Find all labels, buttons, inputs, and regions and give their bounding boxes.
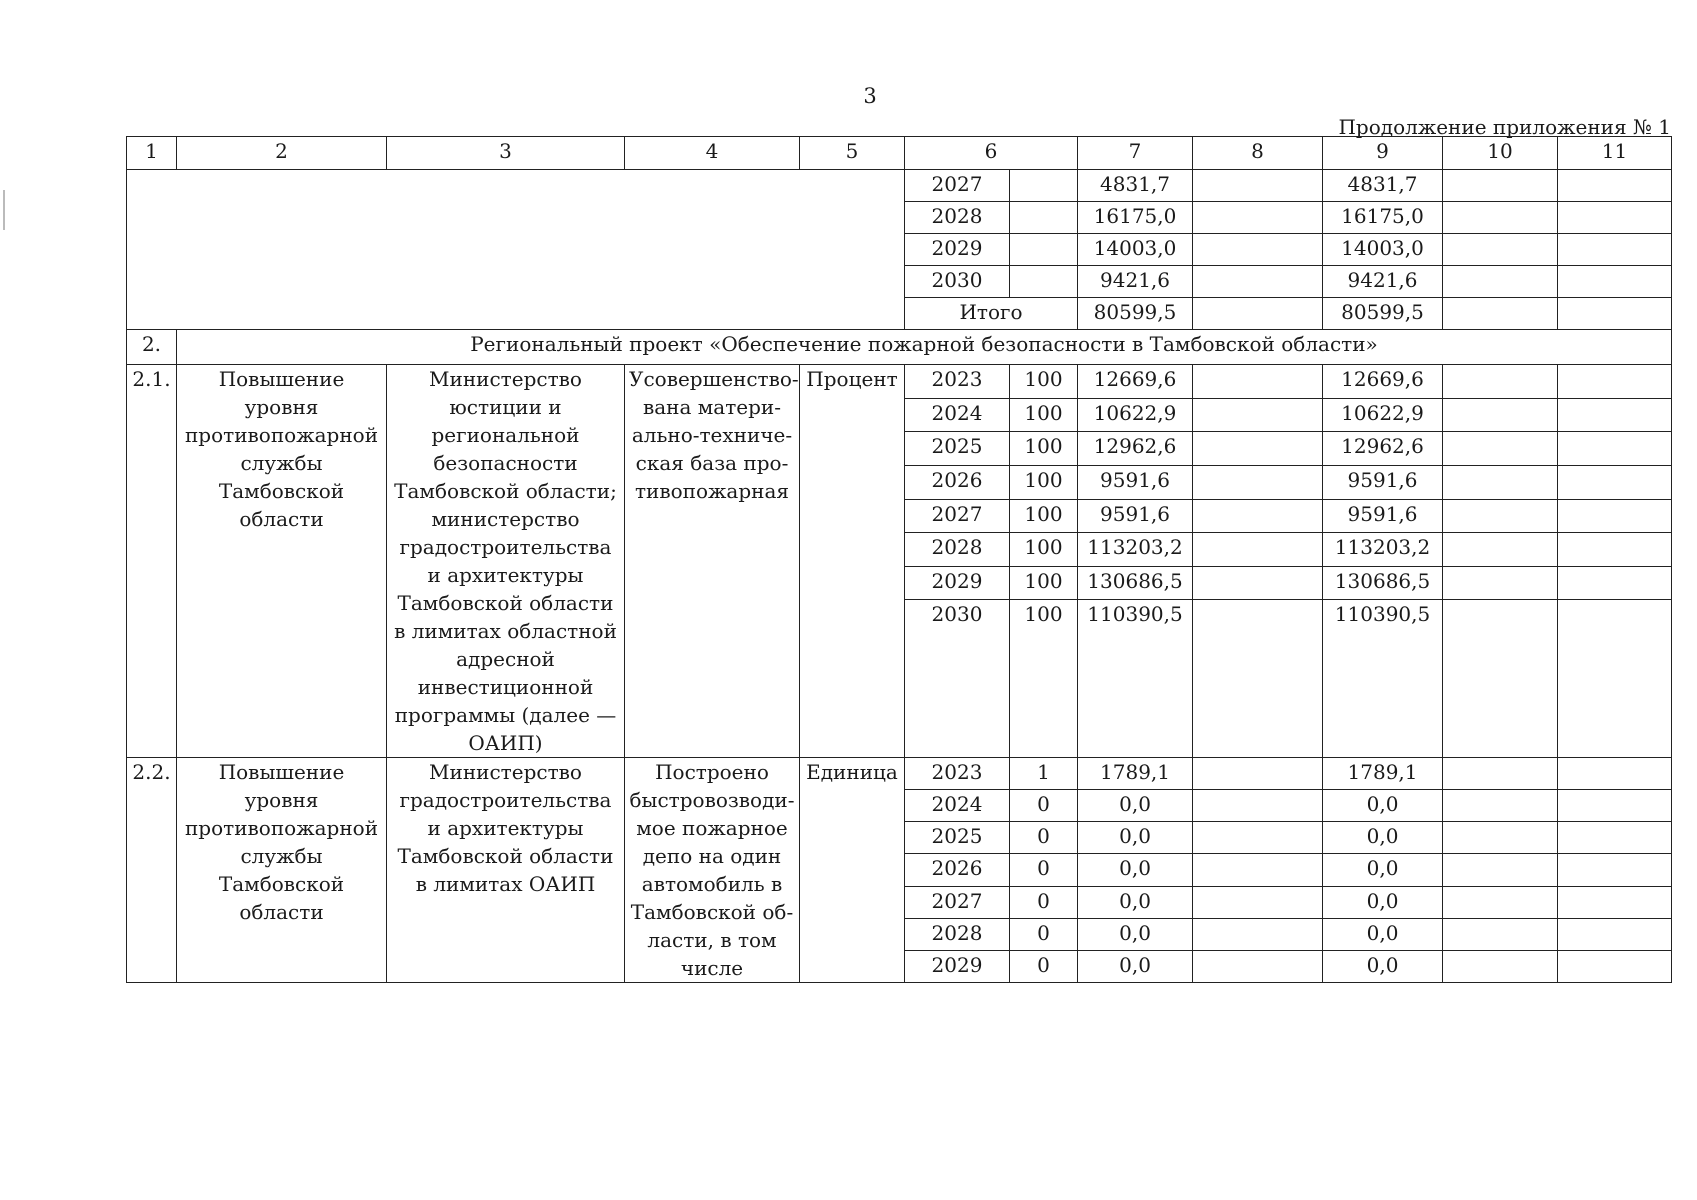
item-number: 2.1.: [127, 365, 177, 758]
value-cell: 80599,5: [1078, 298, 1193, 330]
value-cell: 1: [1010, 758, 1078, 790]
value-cell: 16175,0: [1078, 202, 1193, 234]
value-cell: [1558, 758, 1672, 790]
value-cell: [1010, 202, 1078, 234]
year-cell: 2028: [905, 202, 1010, 234]
value-cell: [1558, 234, 1672, 266]
year-cell: 2026: [905, 465, 1010, 499]
col-header: 2: [177, 137, 387, 170]
value-cell: [1558, 202, 1672, 234]
value-cell: 0: [1010, 854, 1078, 886]
prev-section-blank: [127, 170, 905, 330]
value-cell: [1558, 365, 1672, 399]
value-cell: 12962,6: [1323, 432, 1443, 466]
value-cell: [1443, 202, 1558, 234]
value-cell: [1193, 533, 1323, 567]
value-cell: 0,0: [1078, 790, 1193, 822]
value-cell: [1193, 566, 1323, 600]
value-cell: [1193, 432, 1323, 466]
year-cell: 2029: [905, 234, 1010, 266]
section-title: Региональный проект «Обеспечение пожарной безопасности в Тамбовской области»: [177, 330, 1672, 365]
value-cell: [1193, 266, 1323, 298]
col-header: 6: [905, 137, 1078, 170]
year-cell: 2028: [905, 533, 1010, 567]
value-cell: [1193, 854, 1323, 886]
value-cell: [1443, 854, 1558, 886]
item-executor: Министерство градостроительства и архитектуры Тамбовской области в лимитах ОАИП: [387, 758, 625, 983]
item-unit: Единица: [800, 758, 905, 983]
value-cell: 110390,5: [1078, 600, 1193, 758]
value-cell: [1443, 533, 1558, 567]
value-cell: [1193, 365, 1323, 399]
year-cell: 2027: [905, 170, 1010, 202]
value-cell: 0: [1010, 950, 1078, 982]
value-cell: [1193, 600, 1323, 758]
year-cell: 2024: [905, 398, 1010, 432]
value-cell: [1443, 298, 1558, 330]
value-cell: 4831,7: [1078, 170, 1193, 202]
total-label: Итого: [905, 298, 1078, 330]
year-cell: 2023: [905, 365, 1010, 399]
value-cell: [1010, 266, 1078, 298]
value-cell: [1558, 266, 1672, 298]
value-cell: 16175,0: [1323, 202, 1443, 234]
value-cell: [1193, 499, 1323, 533]
value-cell: 100: [1010, 398, 1078, 432]
year-cell: 2024: [905, 790, 1010, 822]
value-cell: [1193, 886, 1323, 918]
value-cell: 100: [1010, 365, 1078, 399]
year-cell: 2029: [905, 950, 1010, 982]
value-cell: 130686,5: [1078, 566, 1193, 600]
section-number: 2.: [127, 330, 177, 365]
value-cell: [1443, 499, 1558, 533]
value-cell: 80599,5: [1323, 298, 1443, 330]
value-cell: 14003,0: [1323, 234, 1443, 266]
value-cell: 9591,6: [1323, 499, 1443, 533]
value-cell: [1193, 170, 1323, 202]
value-cell: 110390,5: [1323, 600, 1443, 758]
item-result: Построено быстровозводи-мое пожарное депо на один автомобиль в Тамбовской об-ласти, в том числе: [625, 758, 800, 983]
value-cell: [1558, 533, 1672, 567]
value-cell: 12669,6: [1323, 365, 1443, 399]
section-heading-row: [127, 330, 1672, 365]
continuation-note: Продолжение приложения № 1: [1338, 115, 1671, 139]
value-cell: 100: [1010, 465, 1078, 499]
value-cell: 0: [1010, 918, 1078, 950]
value-cell: 113203,2: [1323, 533, 1443, 567]
col-header: 3: [387, 137, 625, 170]
value-cell: 1789,1: [1078, 758, 1193, 790]
value-cell: 0,0: [1323, 886, 1443, 918]
value-cell: 0: [1010, 790, 1078, 822]
value-cell: 100: [1010, 566, 1078, 600]
col-header: 11: [1558, 137, 1672, 170]
value-cell: 0,0: [1078, 918, 1193, 950]
value-cell: [1558, 600, 1672, 758]
value-cell: 0,0: [1323, 822, 1443, 854]
value-cell: 0: [1010, 822, 1078, 854]
value-cell: 100: [1010, 533, 1078, 567]
value-cell: [1193, 465, 1323, 499]
value-cell: [1443, 266, 1558, 298]
year-cell: 2027: [905, 886, 1010, 918]
year-cell: 2027: [905, 499, 1010, 533]
value-cell: [1558, 170, 1672, 202]
year-cell: 2028: [905, 918, 1010, 950]
value-cell: [1193, 822, 1323, 854]
year-cell: 2030: [905, 266, 1010, 298]
value-cell: [1443, 432, 1558, 466]
value-cell: [1558, 950, 1672, 982]
value-cell: [1443, 600, 1558, 758]
value-cell: [1443, 790, 1558, 822]
item-goal: Повышение уровня противопожарной службы Тамбовской области: [177, 365, 387, 758]
value-cell: [1443, 758, 1558, 790]
value-cell: [1193, 298, 1323, 330]
value-cell: 9591,6: [1323, 465, 1443, 499]
col-header: 9: [1323, 137, 1443, 170]
year-cell: 2029: [905, 566, 1010, 600]
item-executor: Министерство юстиции и региональной безопасности Тамбовской области; министерство градостроительства и архитектуры Тамбовской области в лимитах областной адресной инвестиционной программы (далее — ОАИП): [387, 365, 625, 758]
value-cell: [1443, 886, 1558, 918]
value-cell: [1558, 499, 1672, 533]
item-unit: Процент: [800, 365, 905, 758]
col-header: 1: [127, 137, 177, 170]
value-cell: 130686,5: [1323, 566, 1443, 600]
year-cell: 2030: [905, 600, 1010, 758]
value-cell: 113203,2: [1078, 533, 1193, 567]
value-cell: [1010, 170, 1078, 202]
year-cell: 2025: [905, 432, 1010, 466]
col-header: 8: [1193, 137, 1323, 170]
value-cell: 10622,9: [1323, 398, 1443, 432]
value-cell: [1443, 170, 1558, 202]
year-cell: 2025: [905, 822, 1010, 854]
value-cell: [1443, 365, 1558, 399]
item-result: Усовершенство-вана матери-ально-техниче-ская база про-тивопожарная: [625, 365, 800, 758]
value-cell: [1558, 822, 1672, 854]
value-cell: 10622,9: [1078, 398, 1193, 432]
value-cell: [1443, 465, 1558, 499]
col-header: 5: [800, 137, 905, 170]
value-cell: [1193, 234, 1323, 266]
value-cell: 12962,6: [1078, 432, 1193, 466]
value-cell: [1193, 918, 1323, 950]
value-cell: [1558, 432, 1672, 466]
value-cell: [1443, 566, 1558, 600]
scan-margin-mark: [3, 190, 5, 230]
value-cell: [1193, 398, 1323, 432]
value-cell: 0,0: [1323, 918, 1443, 950]
table-row: [127, 758, 1672, 790]
value-cell: 12669,6: [1078, 365, 1193, 399]
value-cell: 100: [1010, 432, 1078, 466]
value-cell: [1558, 886, 1672, 918]
year-cell: 2023: [905, 758, 1010, 790]
value-cell: [1558, 790, 1672, 822]
value-cell: [1193, 758, 1323, 790]
value-cell: 14003,0: [1078, 234, 1193, 266]
value-cell: [1443, 398, 1558, 432]
value-cell: 0,0: [1078, 950, 1193, 982]
value-cell: [1443, 822, 1558, 854]
value-cell: 9591,6: [1078, 499, 1193, 533]
col-header: 4: [625, 137, 800, 170]
value-cell: [1558, 298, 1672, 330]
appendix-table: [126, 136, 1672, 983]
value-cell: 4831,7: [1323, 170, 1443, 202]
value-cell: 0,0: [1078, 854, 1193, 886]
value-cell: [1193, 950, 1323, 982]
year-cell: 2026: [905, 854, 1010, 886]
value-cell: [1443, 234, 1558, 266]
value-cell: [1558, 918, 1672, 950]
value-cell: [1558, 465, 1672, 499]
value-cell: 0,0: [1323, 790, 1443, 822]
value-cell: 0: [1010, 886, 1078, 918]
col-header: 7: [1078, 137, 1193, 170]
value-cell: 1789,1: [1323, 758, 1443, 790]
value-cell: [1010, 234, 1078, 266]
value-cell: [1193, 202, 1323, 234]
value-cell: 9421,6: [1323, 266, 1443, 298]
value-cell: [1443, 950, 1558, 982]
page-number: 3: [863, 84, 877, 108]
value-cell: 0,0: [1078, 822, 1193, 854]
item-number: 2.2.: [127, 758, 177, 983]
value-cell: [1558, 398, 1672, 432]
table-row: [127, 170, 1672, 202]
value-cell: 0,0: [1323, 950, 1443, 982]
value-cell: 9421,6: [1078, 266, 1193, 298]
value-cell: 100: [1010, 600, 1078, 758]
col-header: 10: [1443, 137, 1558, 170]
value-cell: [1443, 918, 1558, 950]
value-cell: [1193, 790, 1323, 822]
column-number-row: [127, 137, 1672, 170]
value-cell: [1558, 854, 1672, 886]
table-row: [127, 365, 1672, 399]
item-goal: Повышение уровня противопожарной службы Тамбовской области: [177, 758, 387, 983]
value-cell: 9591,6: [1078, 465, 1193, 499]
value-cell: 100: [1010, 499, 1078, 533]
value-cell: 0,0: [1323, 854, 1443, 886]
value-cell: 0,0: [1078, 886, 1193, 918]
value-cell: [1558, 566, 1672, 600]
